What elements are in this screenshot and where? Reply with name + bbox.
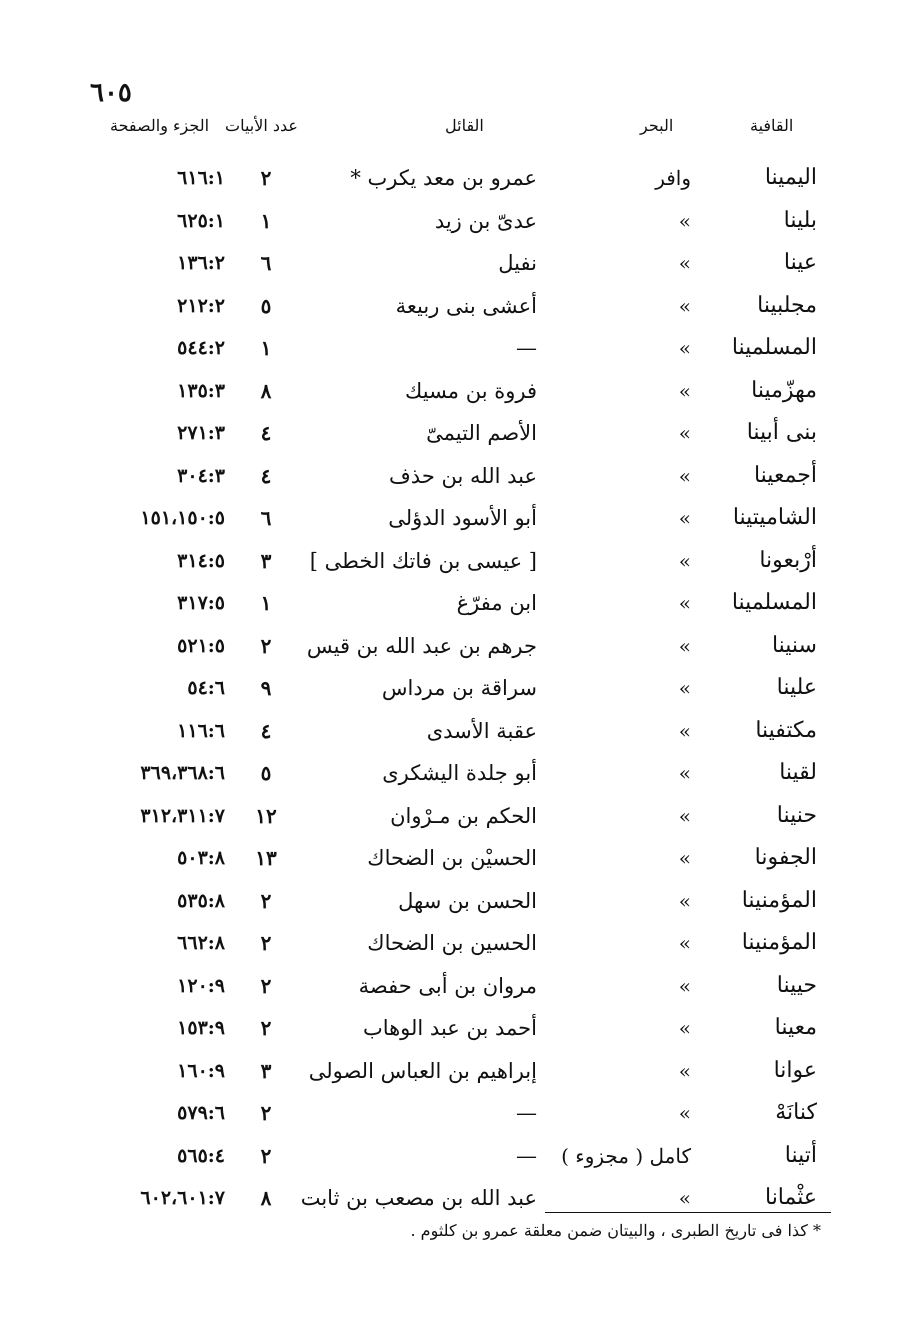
row-bahr: » (678, 506, 691, 530)
row-qafia: علينا (776, 675, 817, 700)
row-ref: ١٢٠:٩ (177, 974, 225, 997)
row-ref: ٣٦٩،٣٦٨:٦ (140, 762, 225, 784)
row-qafia: عينا (783, 250, 817, 275)
row-qafia: بنى أبينا (746, 420, 817, 445)
row-bahr: » (678, 336, 691, 360)
row-count: ٣ (260, 548, 272, 573)
row-qail: عبد الله بن مصعب بن ثابت (300, 1186, 537, 1210)
row-qail: نفيل (498, 251, 537, 275)
row-bahr: » (678, 548, 691, 573)
row-ref: ٥٤:٦ (187, 677, 225, 699)
row-ref: ٥٤٤:٢ (177, 337, 225, 359)
row-count: ٣ (260, 1058, 272, 1083)
row-bahr: » (678, 463, 691, 488)
row-count: ٨ (260, 378, 272, 403)
table-row (0, 243, 921, 283)
row-ref: ١٥٣:٩ (177, 1017, 225, 1039)
row-qail: أعشى بنى ربيعة (395, 293, 537, 318)
row-qafia: لقينا (779, 760, 817, 785)
row-bahr: » (678, 633, 691, 658)
row-bahr: » (678, 1058, 691, 1083)
table-row (0, 286, 921, 326)
header-bahr: البحر (640, 116, 674, 135)
row-bahr: » (678, 591, 691, 615)
row-ref: ٥٦٥:٤ (177, 1144, 225, 1167)
header-ref: الجزء والصفحة (110, 116, 210, 135)
table-row (0, 1136, 921, 1176)
row-qafia: مهزّمينا (751, 377, 817, 403)
row-count: ١٣ (255, 846, 277, 870)
row-bahr: » (678, 1101, 691, 1125)
row-bahr: » (678, 208, 691, 233)
row-bahr: » (678, 888, 691, 913)
table-row (0, 626, 921, 666)
row-qafia: المسلمينا (731, 590, 817, 615)
row-bahr: » (678, 973, 691, 998)
table-row (0, 541, 921, 581)
row-qail: إبراهيم بن العباس الصولى (308, 1058, 537, 1083)
row-ref: ١٥١،١٥٠:٥ (140, 507, 225, 529)
header-qafia: القافية (750, 116, 794, 135)
row-ref: ٥٢١:٥ (177, 634, 225, 657)
row-qail: ابن مفرّغ (456, 591, 537, 615)
row-bahr: » (678, 931, 691, 955)
row-ref: ٥٠٣:٨ (177, 847, 225, 869)
row-count: ٥ (260, 293, 272, 318)
table-row (0, 796, 921, 836)
row-qafia: مجلبينا (757, 292, 817, 318)
row-ref: ٦٢٥:١ (177, 209, 225, 232)
row-qail: الحسن بن سهل (398, 888, 537, 913)
row-ref: ٣١٧:٥ (177, 592, 225, 614)
table-row (0, 966, 921, 1006)
row-count: ٤ (260, 718, 272, 743)
row-bahr: » (678, 803, 691, 828)
table-row (0, 668, 921, 708)
row-count: ٤ (260, 421, 272, 445)
row-qail: جرهم بن عبد الله بن قيس (306, 633, 537, 658)
row-ref: ٣١٤:٥ (177, 549, 225, 572)
row-qail: الحكم بن مـرْوان (390, 803, 537, 828)
row-count: ٦ (260, 251, 272, 275)
row-qafia: عثْمانا (764, 1185, 817, 1210)
row-ref: ٦٦٢:٨ (177, 932, 225, 954)
table-row (0, 1051, 921, 1091)
table-row (0, 328, 921, 368)
table-row (0, 413, 921, 453)
row-count: ١٢ (255, 803, 277, 828)
row-qafia: المؤمنينا (741, 887, 817, 913)
row-ref: ٦٠٢،٦٠١:٧ (140, 1187, 225, 1209)
row-ref: ٢١٢:٢ (177, 294, 225, 317)
table-row (0, 498, 921, 538)
row-count: ٢ (260, 1016, 272, 1040)
row-qail: عبد الله بن حذف (389, 463, 537, 488)
row-ref: ١١٦:٦ (177, 719, 225, 742)
row-qail: عدىّ بن زيد (434, 208, 537, 233)
row-qail: عمرو بن معد يكرب * (350, 166, 537, 190)
row-qail: الحسيْن بن الضحاك (367, 846, 537, 870)
row-bahr: » (678, 251, 691, 275)
row-count: ٢ (260, 1101, 272, 1125)
row-qail: سراقة بن مرداس (381, 676, 537, 700)
row-qafia: مكتفينا (755, 717, 817, 743)
table-row (0, 371, 921, 411)
row-qail: — (516, 1101, 537, 1125)
row-qail: عقبة الأسدى (426, 718, 537, 743)
footnote: * كذا فى تاريخ الطبرى ، والبيتان ضمن معلقة عمرو بن كلثوم . (410, 1221, 821, 1240)
row-qafia: بلينا (783, 207, 817, 233)
footnote-divider (545, 1212, 831, 1213)
header-qail: القائل (445, 116, 484, 135)
row-bahr: » (678, 676, 691, 700)
row-ref: ٥٧٩:٦ (177, 1102, 225, 1124)
row-qail: الأصم التيمىّ (426, 421, 537, 445)
row-count: ٥ (260, 761, 272, 785)
row-qail: الحسين بن الضحاك (367, 931, 537, 955)
table-row (0, 583, 921, 623)
row-bahr: » (678, 1016, 691, 1040)
row-bahr: » (678, 378, 691, 403)
row-count: ٢ (260, 888, 272, 913)
table-row (0, 753, 921, 793)
row-qafia: الجفونا (754, 845, 817, 870)
row-ref: ٣١٢،٣١١:٧ (140, 804, 225, 827)
row-ref: ٦١٦:١ (177, 167, 225, 189)
row-qafia: حنينا (776, 802, 817, 828)
row-count: ٨ (260, 1186, 272, 1210)
row-ref: ٥٣٥:٨ (177, 889, 225, 912)
row-qafia: المسلمينا (731, 335, 817, 360)
row-qafia: أرْبعونا (759, 547, 817, 573)
row-ref: ٣٠٤:٣ (177, 464, 225, 487)
row-qail: فروة بن مسيك (405, 378, 537, 403)
table-row (0, 923, 921, 963)
row-count: ١ (260, 591, 272, 615)
row-count: ٢ (260, 166, 272, 190)
row-bahr: » (678, 293, 691, 318)
row-bahr: وافر (655, 166, 691, 190)
table-row (0, 1008, 921, 1048)
row-bahr: » (678, 421, 691, 445)
row-qafia: اليمينا (764, 165, 817, 190)
row-count: ٢ (260, 1143, 272, 1168)
table-row (0, 711, 921, 751)
row-qafia: حيينا (776, 972, 817, 998)
row-qafia: كنانَهْ (775, 1100, 817, 1125)
row-count: ٦ (260, 506, 272, 530)
row-qafia: عوانا (773, 1057, 817, 1083)
row-count: ٢ (260, 633, 272, 658)
row-bahr: » (678, 761, 691, 785)
table-row (0, 201, 921, 241)
header-count: عدد الأبيات (225, 116, 298, 135)
row-qafia: الشاميتينا (732, 505, 817, 530)
row-count: ١ (260, 336, 272, 360)
table-row (0, 881, 921, 921)
page-number: ٦٠٥ (90, 78, 132, 108)
row-count: ١ (260, 208, 272, 233)
row-count: ٩ (260, 676, 272, 700)
row-qail: مروان بن أبى حفصة (358, 973, 537, 998)
table-row (0, 456, 921, 496)
row-count: ٢ (260, 931, 272, 955)
row-bahr: » (678, 846, 691, 870)
table-row (0, 838, 921, 878)
row-qail: — (516, 336, 537, 360)
row-bahr: » (678, 718, 691, 743)
row-qafia: أتينا (784, 1142, 817, 1168)
row-qafia: معينا (774, 1015, 817, 1040)
row-qail: أبو الأسود الدؤلى (388, 506, 537, 530)
table-row (0, 1093, 921, 1133)
row-ref: ١٣٥:٣ (177, 379, 225, 402)
row-ref: ١٣٦:٢ (177, 252, 225, 274)
row-qail: أبو جلدة اليشكرى (382, 761, 537, 785)
row-qail: — (516, 1143, 537, 1168)
row-qafia: المؤمنينا (741, 930, 817, 955)
row-count: ٢ (260, 973, 272, 998)
row-qafia: أجمعينا (753, 462, 817, 488)
row-ref: ١٦٠:٩ (177, 1059, 225, 1082)
row-count: ٤ (260, 463, 272, 488)
row-qail: أحمد بن عبد الوهاب (362, 1016, 537, 1040)
table-row (0, 158, 921, 198)
row-bahr: كامل ( مجزوء ) (561, 1143, 691, 1168)
row-bahr: » (678, 1186, 691, 1210)
row-qafia: سنينا (771, 632, 817, 658)
row-ref: ٢٧١:٣ (177, 422, 225, 444)
row-qail: [ عيسى بن فاتك الخطى ] (309, 548, 537, 573)
